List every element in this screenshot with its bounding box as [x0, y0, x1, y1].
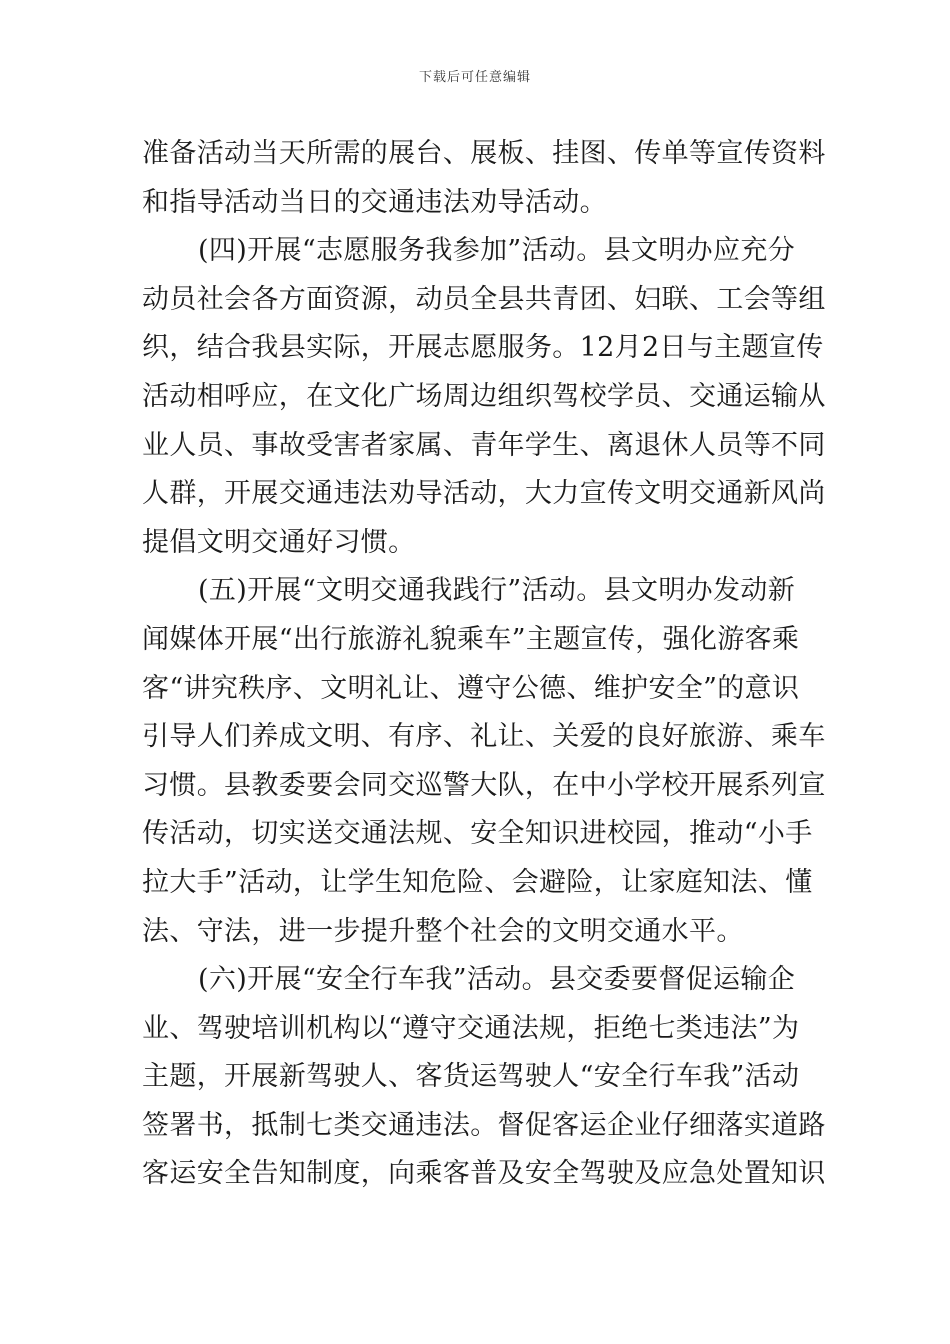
- text-line: 织，结合我县实际，开展志愿服务。12月2日与主题宣传: [142, 332, 824, 364]
- text-line: 客“讲究秩序、文明礼让、遵守公德、维护安全”的意识: [142, 672, 800, 704]
- text-line: 闻媒体开展“出行旅游礼貌乘车”主题宣传，强化游客乘: [142, 623, 800, 655]
- text-line: 引导人们养成文明、有序、礼让、关爱的良好旅游、乘车: [142, 721, 826, 753]
- text-line: 人群，开展交通违法劝导活动，大力宣传文明交通新风尚: [142, 478, 826, 510]
- text-line: 客运安全告知制度，向乘客普及安全驾驶及应急处置知识: [142, 1158, 826, 1190]
- text-line: 签署书，抵制七类交通违法。督促客运企业仔细落实道路: [142, 1109, 826, 1141]
- paragraph-first-line: (六)开展“安全行车我”活动。县交委要督促运输企: [198, 964, 796, 996]
- text-line: 习惯。县教委要会同交巡警大队，在中小学校开展系列宣: [142, 769, 826, 801]
- text-line: 提倡文明交通好习惯。: [142, 526, 416, 558]
- page-header: 下载后可任意编辑: [418, 70, 531, 85]
- text-line: 业、驾驶培训机构以“遵守交通法规，拒绝七类违法”为: [142, 1012, 800, 1044]
- text-line: 法、守法，进一步提升整个社会的文明交通水平。: [142, 915, 744, 947]
- text-line: 动员社会各方面资源，动员全县共青团、妇联、工会等组: [142, 283, 826, 315]
- text-line: 活动相呼应，在文化广场周边组织驾校学员、交通运输从: [142, 380, 826, 412]
- document-body: [142, 130, 826, 1199]
- text-line: 准备活动当天所需的展台、展板、挂图、传单等宣传资料: [142, 138, 826, 169]
- paragraph-first-line: (五)开展“文明交通我践行”活动。县文明办发动新: [198, 575, 796, 607]
- text-line: 传活动，切实送交通法规、安全知识进校园，推动“小手: [142, 818, 813, 850]
- text-line: 业人员、事故受害者家属、青年学生、离退休人员等不同: [142, 429, 826, 461]
- text-line: 和指导活动当日的交通违法劝导活动。: [142, 186, 607, 218]
- text-line: 拉大手”活动，让学生知危险、会避险，让家庭知法、懂: [142, 866, 813, 898]
- text-line: 主题，开展新驾驶人、客货运驾驶人“安全行车我”活动: [142, 1061, 800, 1093]
- paragraph-first-line: (四)开展“志愿服务我参加”活动。县文明办应充分: [198, 235, 796, 267]
